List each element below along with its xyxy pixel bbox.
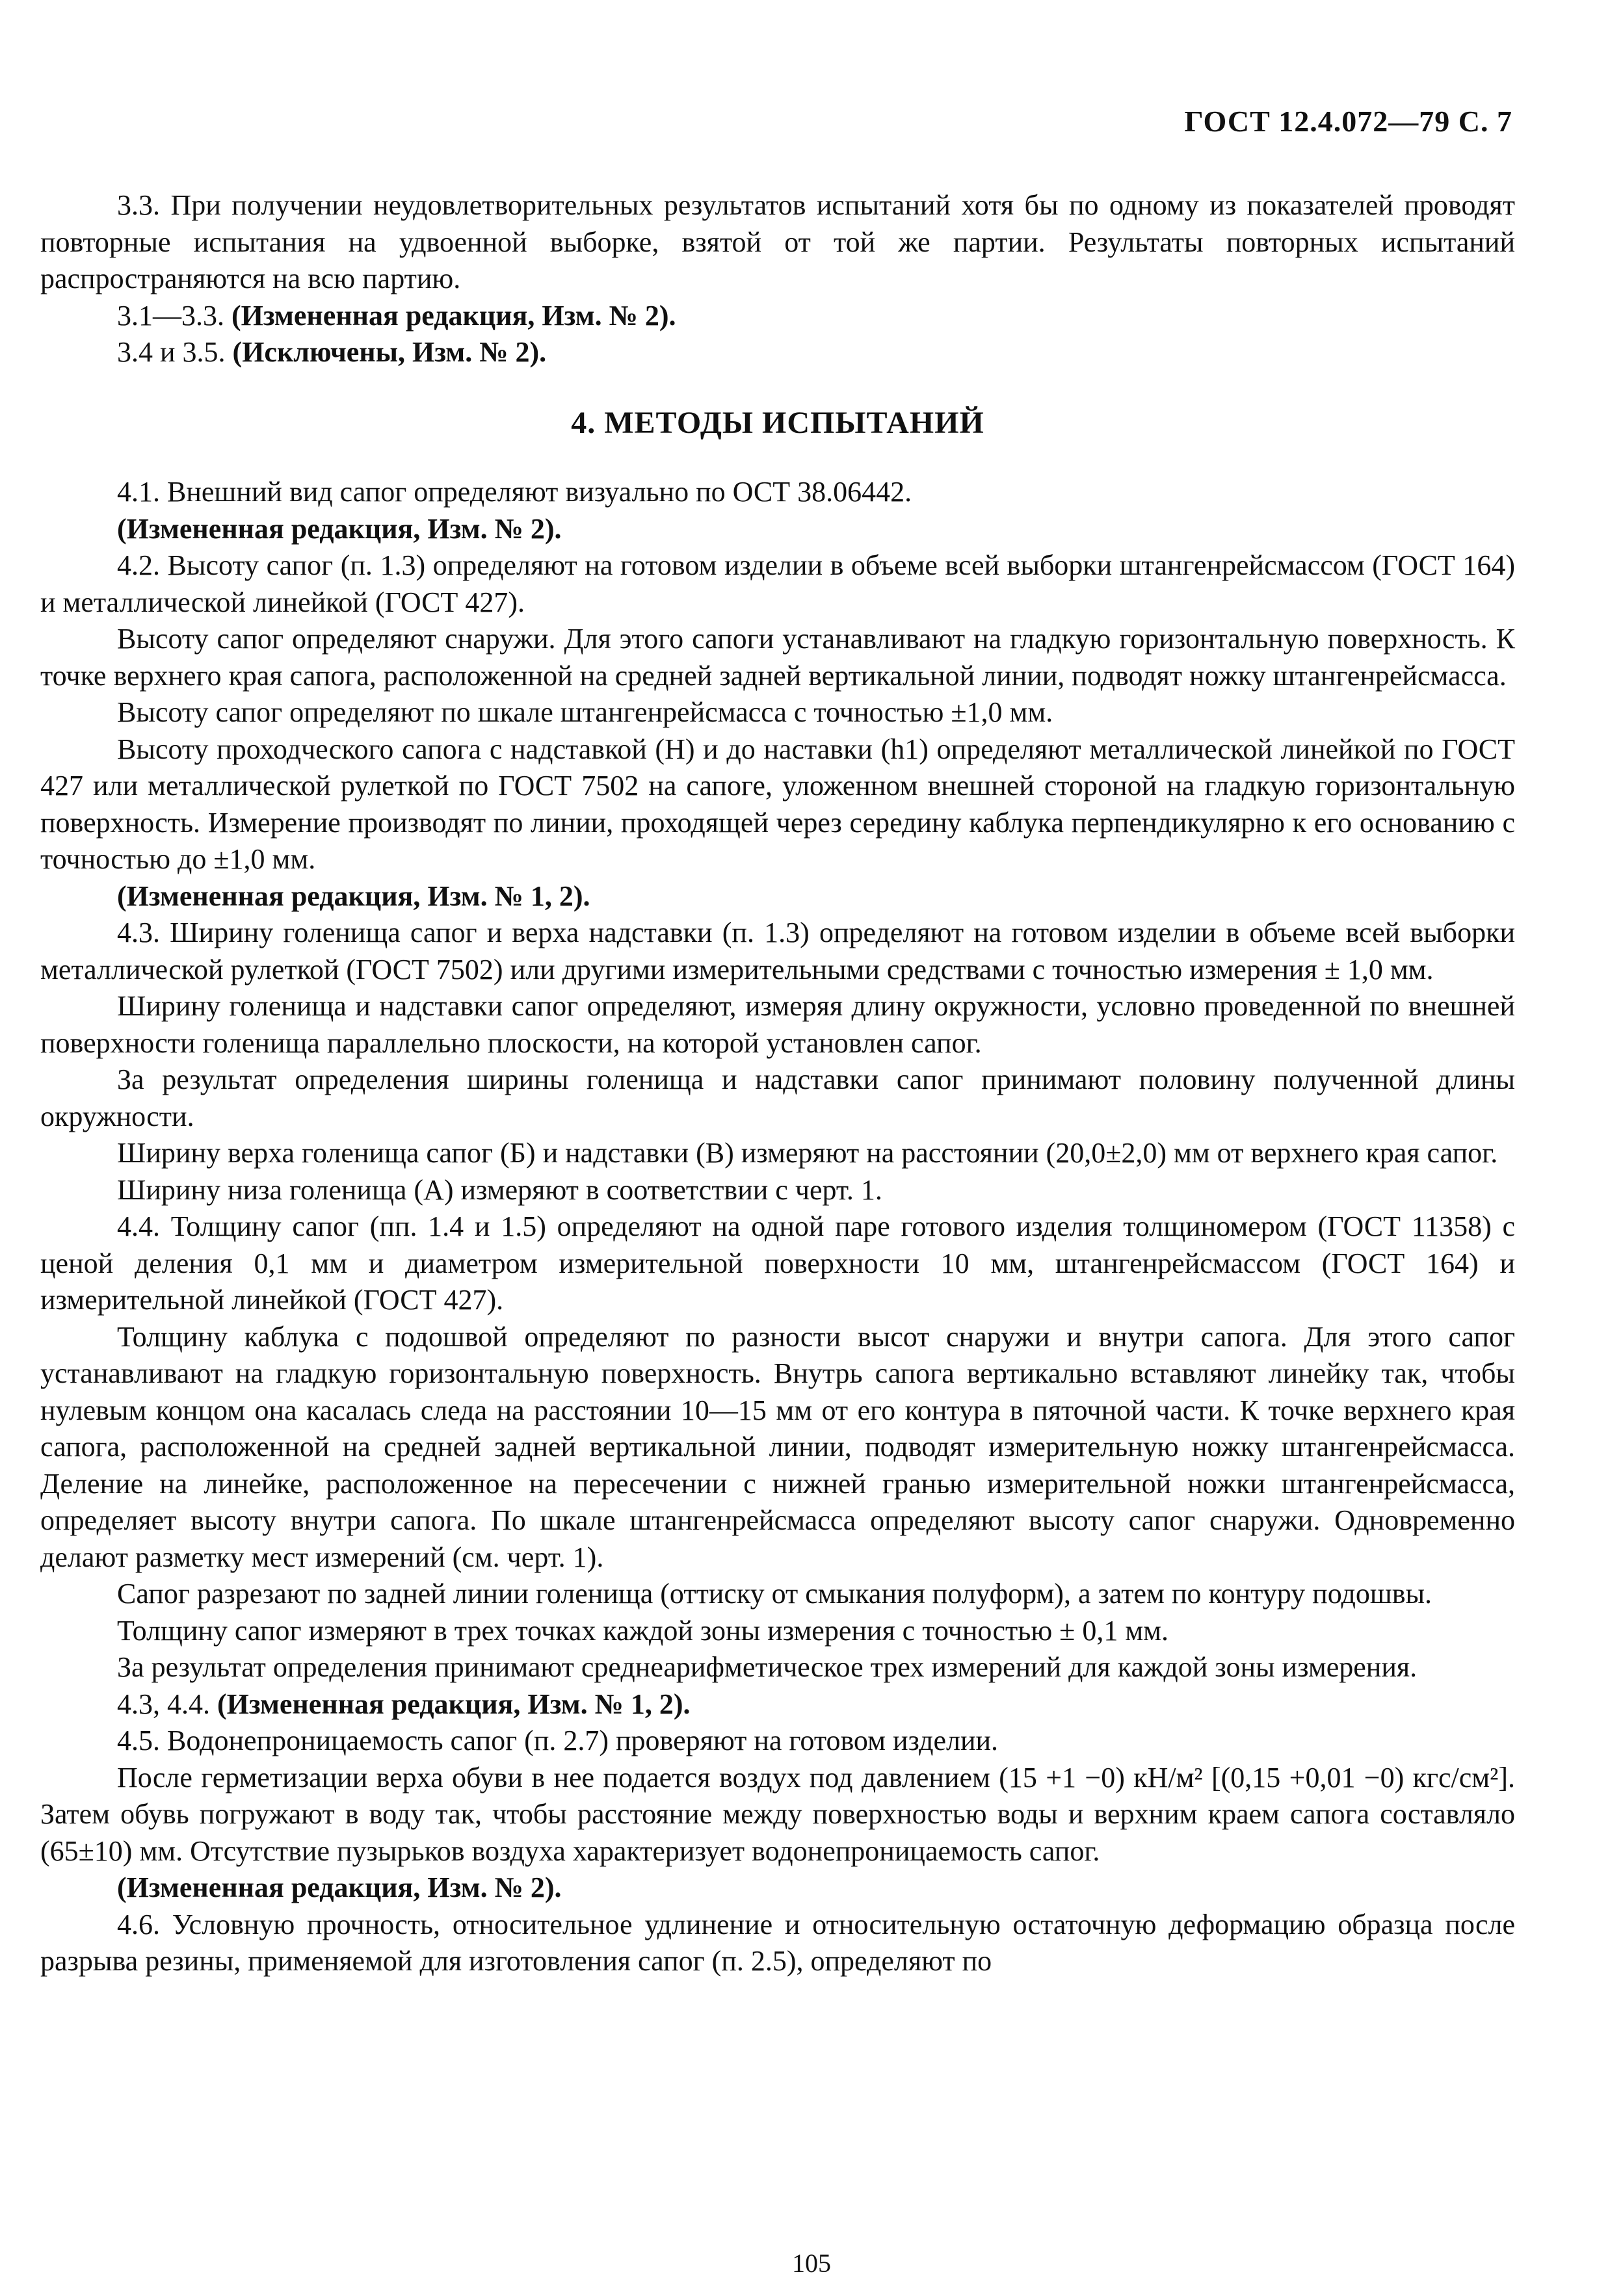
paragraph: За результат определения ширины голенища и надставки сапог принимают половину полученной длины окружности. [40,1063,1515,1132]
paragraph-4-1: 4.1. Внешний вид сапог определяют визуально по ОСТ 38.06442. [117,476,912,508]
paragraph: Высоту сапог определяют снаружи. Для этого сапоги устанавливают на гладкую горизонтальную поверхность. К точке верхнего края сапога, расположенной на средней задней вертикальной линии, подводят ножку штангенрейсмасса. [40,623,1515,692]
paragraph: Высоту проходческого сапога с надставкой (H) и до наставки (h1) определяют металлической линейкой по ГОСТ 427 или металлической рулеткой по ГОСТ 7502 на сапоге, уложенном внешней стороной на гладкую горизонтальную поверхность. Измерение производят по линии, проходящей через середину каблука перпендикулярно к его основанию с точностью до ±1,0 мм. [40,733,1515,875]
paragraph-4-5: 4.5. Водонепроницаемость сапог (п. 2.7) проверяют на готовом изделии. [117,1725,999,1756]
document-body [40,187,1515,1980]
paragraph: За результат определения принимают среднеарифметическое трех измерений для каждой зоны измерения. [117,1651,1418,1683]
amendment-note: (Измененная редакция, Изм. № 2). [117,1872,562,1903]
amendment-note: 4.3, 4.4. (Измененная редакция, Изм. № 1, 2). [117,1688,691,1720]
paragraph: После герметизации верха обуви в нее подается воздух под давлением (15 +1 −0) кН/м² [(0,15 +0,01 −0) кгс/см²]. Затем обувь погружают в воду так, чтобы расстояние между поверхностью воды и верхним краем сапога составляло (65±10) мм. Отсутствие пузырьков воздуха характеризует водонепроницаемость сапог. [40,1761,1515,1867]
amendment-note: (Измененная редакция, Изм. № 1, 2). [117,880,590,912]
page-header: ГОСТ 12.4.072—79 С. 7 [1184,105,1512,138]
paragraph: Толщину каблука с подошвой определяют по разности высот снаружи и внутри сапога. Для этого сапог устанавливают на гладкую горизонтальную поверхность. Внутрь сапога вертикально вставляют линейку так, чтобы нулевым концом она касалась следа на расстоянии 10—15 мм от его контура в пяточной части. К точке верхнего края сапога, расположенной на средней задней вертикальной линии, подводят измерительную ножку штангенрейсмасса. Деление на линейке, расположенное на пересечении с нижней гранью измерительной ножки штангенрейсмасса, определяет высоту внутри сапога. По шкале штангенрейсмасса определяют высоту сапог снаружи. Одновременно делают разметку мест измерений (см. черт. 1). [40,1320,1515,1573]
paragraph: Ширину верха голенища сапог (Б) и надставки (В) измеряют на расстоянии (20,0±2,0) мм от верхнего края сапог. [117,1137,1498,1169]
paragraph: Ширину голенища и надставки сапог определяют, измеряя длину окружности, условно проведенной по внешней поверхности голенища параллельно плоскости, на которой установлен сапог. [40,990,1515,1059]
paragraph: Сапог разрезают по задней линии голенища (оттиску от смыкания полуформ), а затем по контуру подошвы. [117,1578,1432,1610]
paragraph-4-2: 4.2. Высоту сапог (п. 1.3) определяют на готовом изделии в объеме всей выборки штангенрейсмассом (ГОСТ 164) и металлической линейкой (ГОСТ 427). [40,549,1515,618]
paragraph-4-3: 4.3. Ширину голенища сапог и верха надставки (п. 1.3) определяют на готовом изделии в объеме всей выборки металлической рулеткой (ГОСТ 7502) или другими измерительными средствами с точностью измерения ± 1,0 мм. [40,917,1515,985]
paragraph: Ширину низа голенища (А) измеряют в соответствии с черт. 1. [117,1173,882,1206]
paragraph-4-6: 4.6. Условную прочность, относительное удлинение и относительную остаточную деформацию образца после разрыва резины, применяемой для изготовления сапог (п. 2.5), определяют по [40,1908,1515,1977]
paragraph: Толщину сапог измеряют в трех точках каждой зоны измерения с точностью ± 0,1 мм. [117,1614,1169,1647]
amendment-note: (Измененная редакция, Изм. № 2). [117,512,562,545]
paragraph-3-3: 3.3. При получении неудовлетворительных результатов испытаний хотя бы по одному из показателей проводят повторные испытания на удвоенной выборке, взятой от той же партии. Результаты повторных испытаний распространяются на всю партию. [40,189,1515,294]
excluded-note: 3.4 и 3.5. (Исключены, Изм. № 2). [117,336,547,368]
page-number: 105 [792,2249,831,2278]
paragraph-4-4: 4.4. Толщину сапог (пп. 1.4 и 1.5) определяют на одной паре готового изделия толщиномером (ГОСТ 11358) с ценой деления 0,1 мм и диаметром измерительной поверхности 10 мм, штангенрейсмассом (ГОСТ 164) и измерительной линейкой (ГОСТ 427). [40,1210,1515,1316]
amendment-note: 3.1—3.3. (Измененная редакция, Изм. № 2). [117,299,676,332]
paragraph: Высоту сапог определяют по шкале штангенрейсмасса с точностью ±1,0 мм. [117,696,1053,728]
section-title: 4. МЕТОДЫ ИСПЫТАНИЙ [571,405,984,440]
